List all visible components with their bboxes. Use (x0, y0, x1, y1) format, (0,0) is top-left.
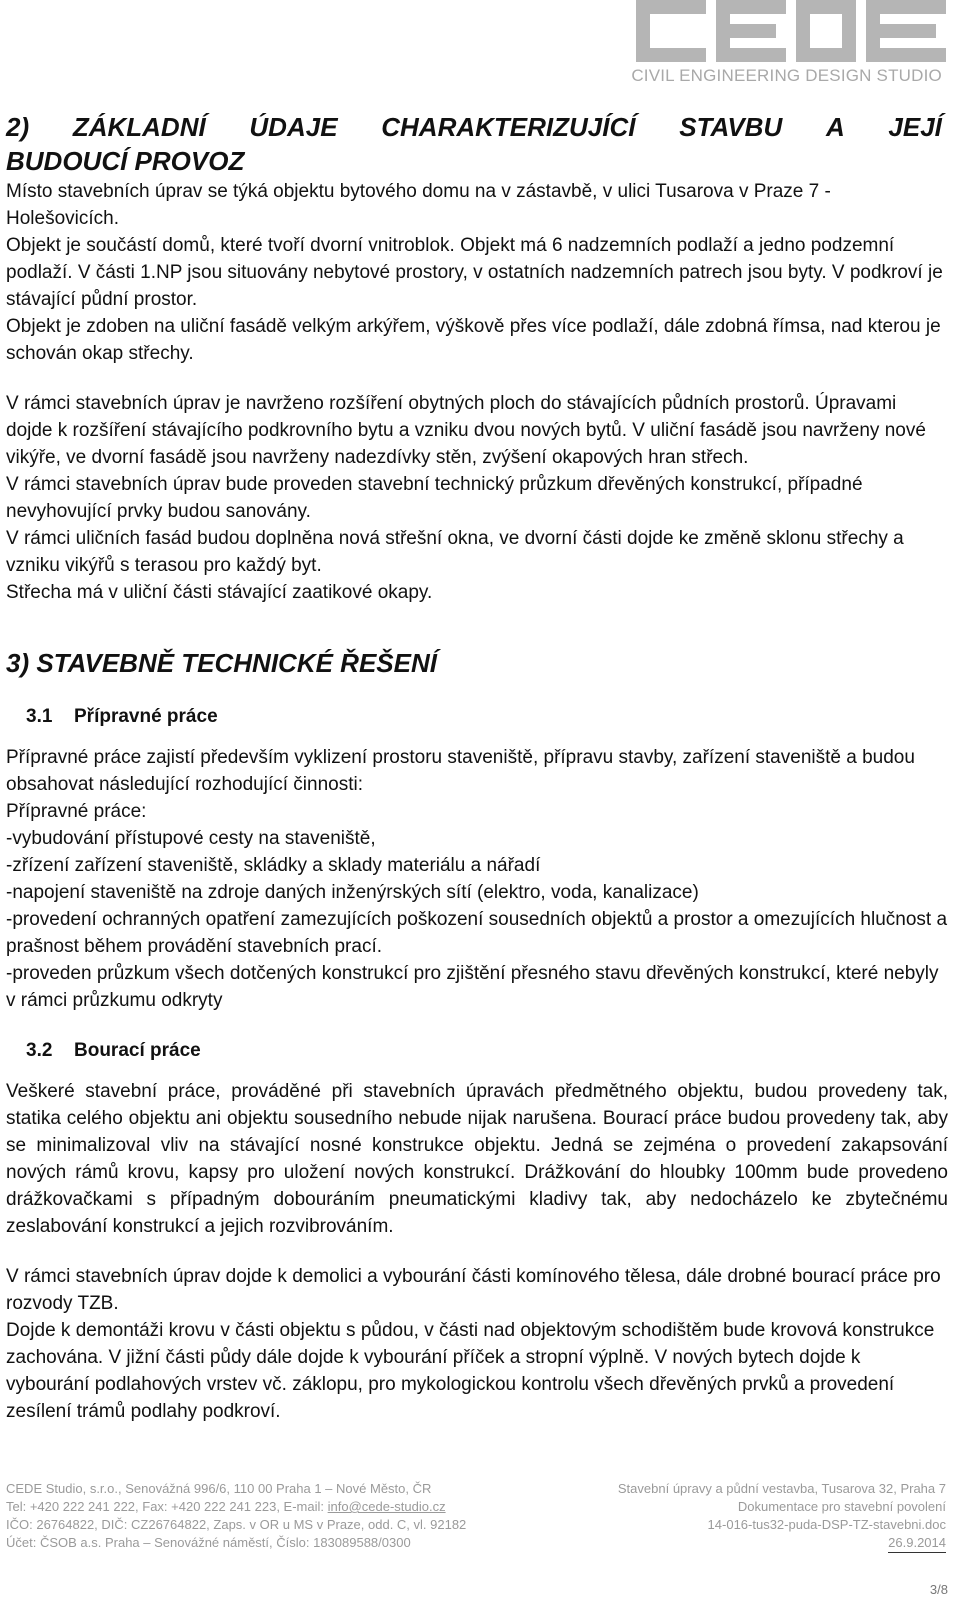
subsection-title: Přípravné práce (74, 706, 218, 727)
heading-word: STAVBU (679, 112, 783, 142)
heading-word: ZÁKLADNÍ (72, 112, 206, 142)
footer-project-name: Stavební úpravy a půdní vestavba, Tusarova 32, Praha 7 (617, 1481, 946, 1496)
list-item: -vybudování přístupové cesty na staveniště, (6, 828, 376, 849)
section-3-heading: 3) STAVEBNĚ TECHNICKÉ ŘEŠENÍ (6, 648, 437, 678)
page-footer (6, 1480, 946, 1553)
list-label: Přípravné práce: (6, 801, 147, 822)
footer-filename: 14-016-tus32-puda-DSP-TZ-stavebni.doc (707, 1517, 946, 1532)
page-number: 3/8 (929, 1582, 948, 1597)
cede-logo-graphic (636, 0, 946, 62)
paragraph: Místo stavebních úprav se týká objektu bytového domu na v zástavbě, v ulici Tusarova v Praze 7 - Holešovicích. (6, 181, 831, 229)
list-item: -zřízení zařízení staveniště, skládky a sklady materiálu a nářadí (6, 855, 541, 876)
subsection-3-1-heading (26, 704, 952, 730)
paragraph: Objekt je zdoben na uliční fasádě velkým arkýřem, výškově přes více podlaží, dále zdobná římsa, nad kterou je schován okap střechy. (6, 316, 941, 364)
footer-contact-text: Tel: +420 222 241 222, Fax: +420 222 241 223, E-mail: (6, 1499, 328, 1514)
section-2-heading (6, 110, 952, 178)
paragraph: Přípravné práce zajistí především vyklizení prostoru staveniště, přípravu stavby, zařízení staveniště a budou obsahovat následující rozhodující činnosti: (6, 747, 915, 795)
subsection-number: 3.1 (26, 706, 53, 727)
logo-tagline: CIVIL ENGINEERING DESIGN STUDIO (631, 66, 942, 85)
heading-word: A (825, 112, 845, 142)
paragraph: V rámci stavebních úprav dojde k demolici a vybourání části komínového tělesa, dále drobné bourací práce pro rozvody TZB. (6, 1266, 941, 1314)
list-item: -napojení staveniště na zdroje daných inženýrských sítí (elektro, voda, kanalizace) (6, 882, 699, 903)
paragraph: Veškeré stavební práce, prováděné při stavebních úpravách předmětného objektu, budou provedeny tak, statika celého objektu ani objektu sousedního nebude nijak narušena. Bourací práce budou provedeny tak, aby se minimalizoval vliv na stávající nosné konstrukce objektu. Jedná se zejména o provedení zakapsování nových rámů krovu, kapsy pro uložení nových konstrukcí. Drážkování do hloubky 100mm bude provedeno drážkovačkami s případným dobouráním pneumatickými kladivy tak, aby nedocházelo ke zbytečnému zeslabování konstrukcí a jejich rozvibrováním. (6, 1081, 948, 1237)
footer-registration: IČO: 26764822, DIČ: CZ26764822, Zaps. v OR u MS v Praze, odd. C, vl. 92182 (6, 1517, 467, 1532)
section-2-heading-line1 (6, 110, 942, 144)
list-item: -provedení ochranných opatření zamezujících poškození sousedních objektů a prostor a omezujících hlučnost a prašnost během provádění stavebních prací. (6, 909, 948, 957)
heading-word: CHARAKTERIZUJÍCÍ (381, 112, 636, 142)
paragraph: Objekt je součástí domů, které tvoří dvorní vnitroblok. Objekt má 6 nadzemních podlaží a jedno podzemní podlaží. V části 1.NP jsou situovány nebytové prostory, v ostatních nadzemních patrech jsou byty. V podkroví je stávající půdní prostor. (6, 235, 943, 310)
paragraph: V rámci uličních fasád budou doplněna nová střešní okna, ve dvorní části dojde ke změně sklonu střechy a vzniku vikýřů s terasou pro každý byt. (6, 528, 904, 576)
subsection-3-2-heading (26, 1038, 952, 1064)
heading-word: 2) (6, 112, 30, 142)
paragraph: V rámci stavebních úprav je navrženo rozšíření obytných ploch do stávajících půdních prostorů. Úpravami dojde k rozšíření stávajícího podkrovního bytu a vzniku dvou nových bytů. V uliční fasádě jsou navrženy nové vikýře, ve dvorní fasádě jsou navrženy nadezdívky stěn, zvýšení okapových hran střech. (6, 393, 926, 468)
footer-contact (6, 1498, 446, 1516)
company-logo (630, 0, 946, 88)
footer-date: 26.9.2014 (888, 1534, 946, 1553)
footer-doc-type: Dokumentace pro stavební povolení (737, 1499, 946, 1514)
heading-word: JEJÍ (888, 112, 942, 142)
section-2-heading-line2: BUDOUCÍ PROVOZ (6, 146, 245, 176)
paragraph: V rámci stavebních úprav bude proveden stavební technický průzkum dřevěných konstrukcí, případné nevyhovující prvky budou sanovány. (6, 474, 863, 522)
paragraph: Dojde k demontáži krovu v části objektu s půdou, v části nad objektovým schodištěm bude krovová konstrukce zachována. V jižní části půdy dále dojde k vybourání příček a stropní výplně. V nových bytech dojde k vybourání podlahových vrstev vč. záklopu, pro mykologickou kontrolu všech dřevěných prvků a provedení zesílení trámů podlahy podkroví. (6, 1320, 935, 1422)
subsection-number: 3.2 (26, 1040, 53, 1061)
footer-email-link[interactable]: info@cede-studio.cz (327, 1499, 446, 1514)
heading-word: ÚDAJE (249, 112, 338, 142)
footer-address: CEDE Studio, s.r.o., Senovážná 996/6, 110 00 Praha 1 – Nové Město, ČR (6, 1481, 432, 1496)
paragraph: Střecha má v uliční části stávající zaatikové okapy. (6, 582, 433, 603)
footer-bank-account: Účet: ČSOB a.s. Praha – Senovážné náměstí, Číslo: 183089588/0300 (6, 1535, 411, 1550)
document-body (6, 110, 952, 1425)
subsection-title: Bourací práce (74, 1040, 201, 1061)
list-item: -proveden průzkum všech dotčených konstrukcí pro zjištění přesného stavu dřevěných konstrukcí, které nebyly v rámci průzkumu odkryty (6, 963, 939, 1011)
